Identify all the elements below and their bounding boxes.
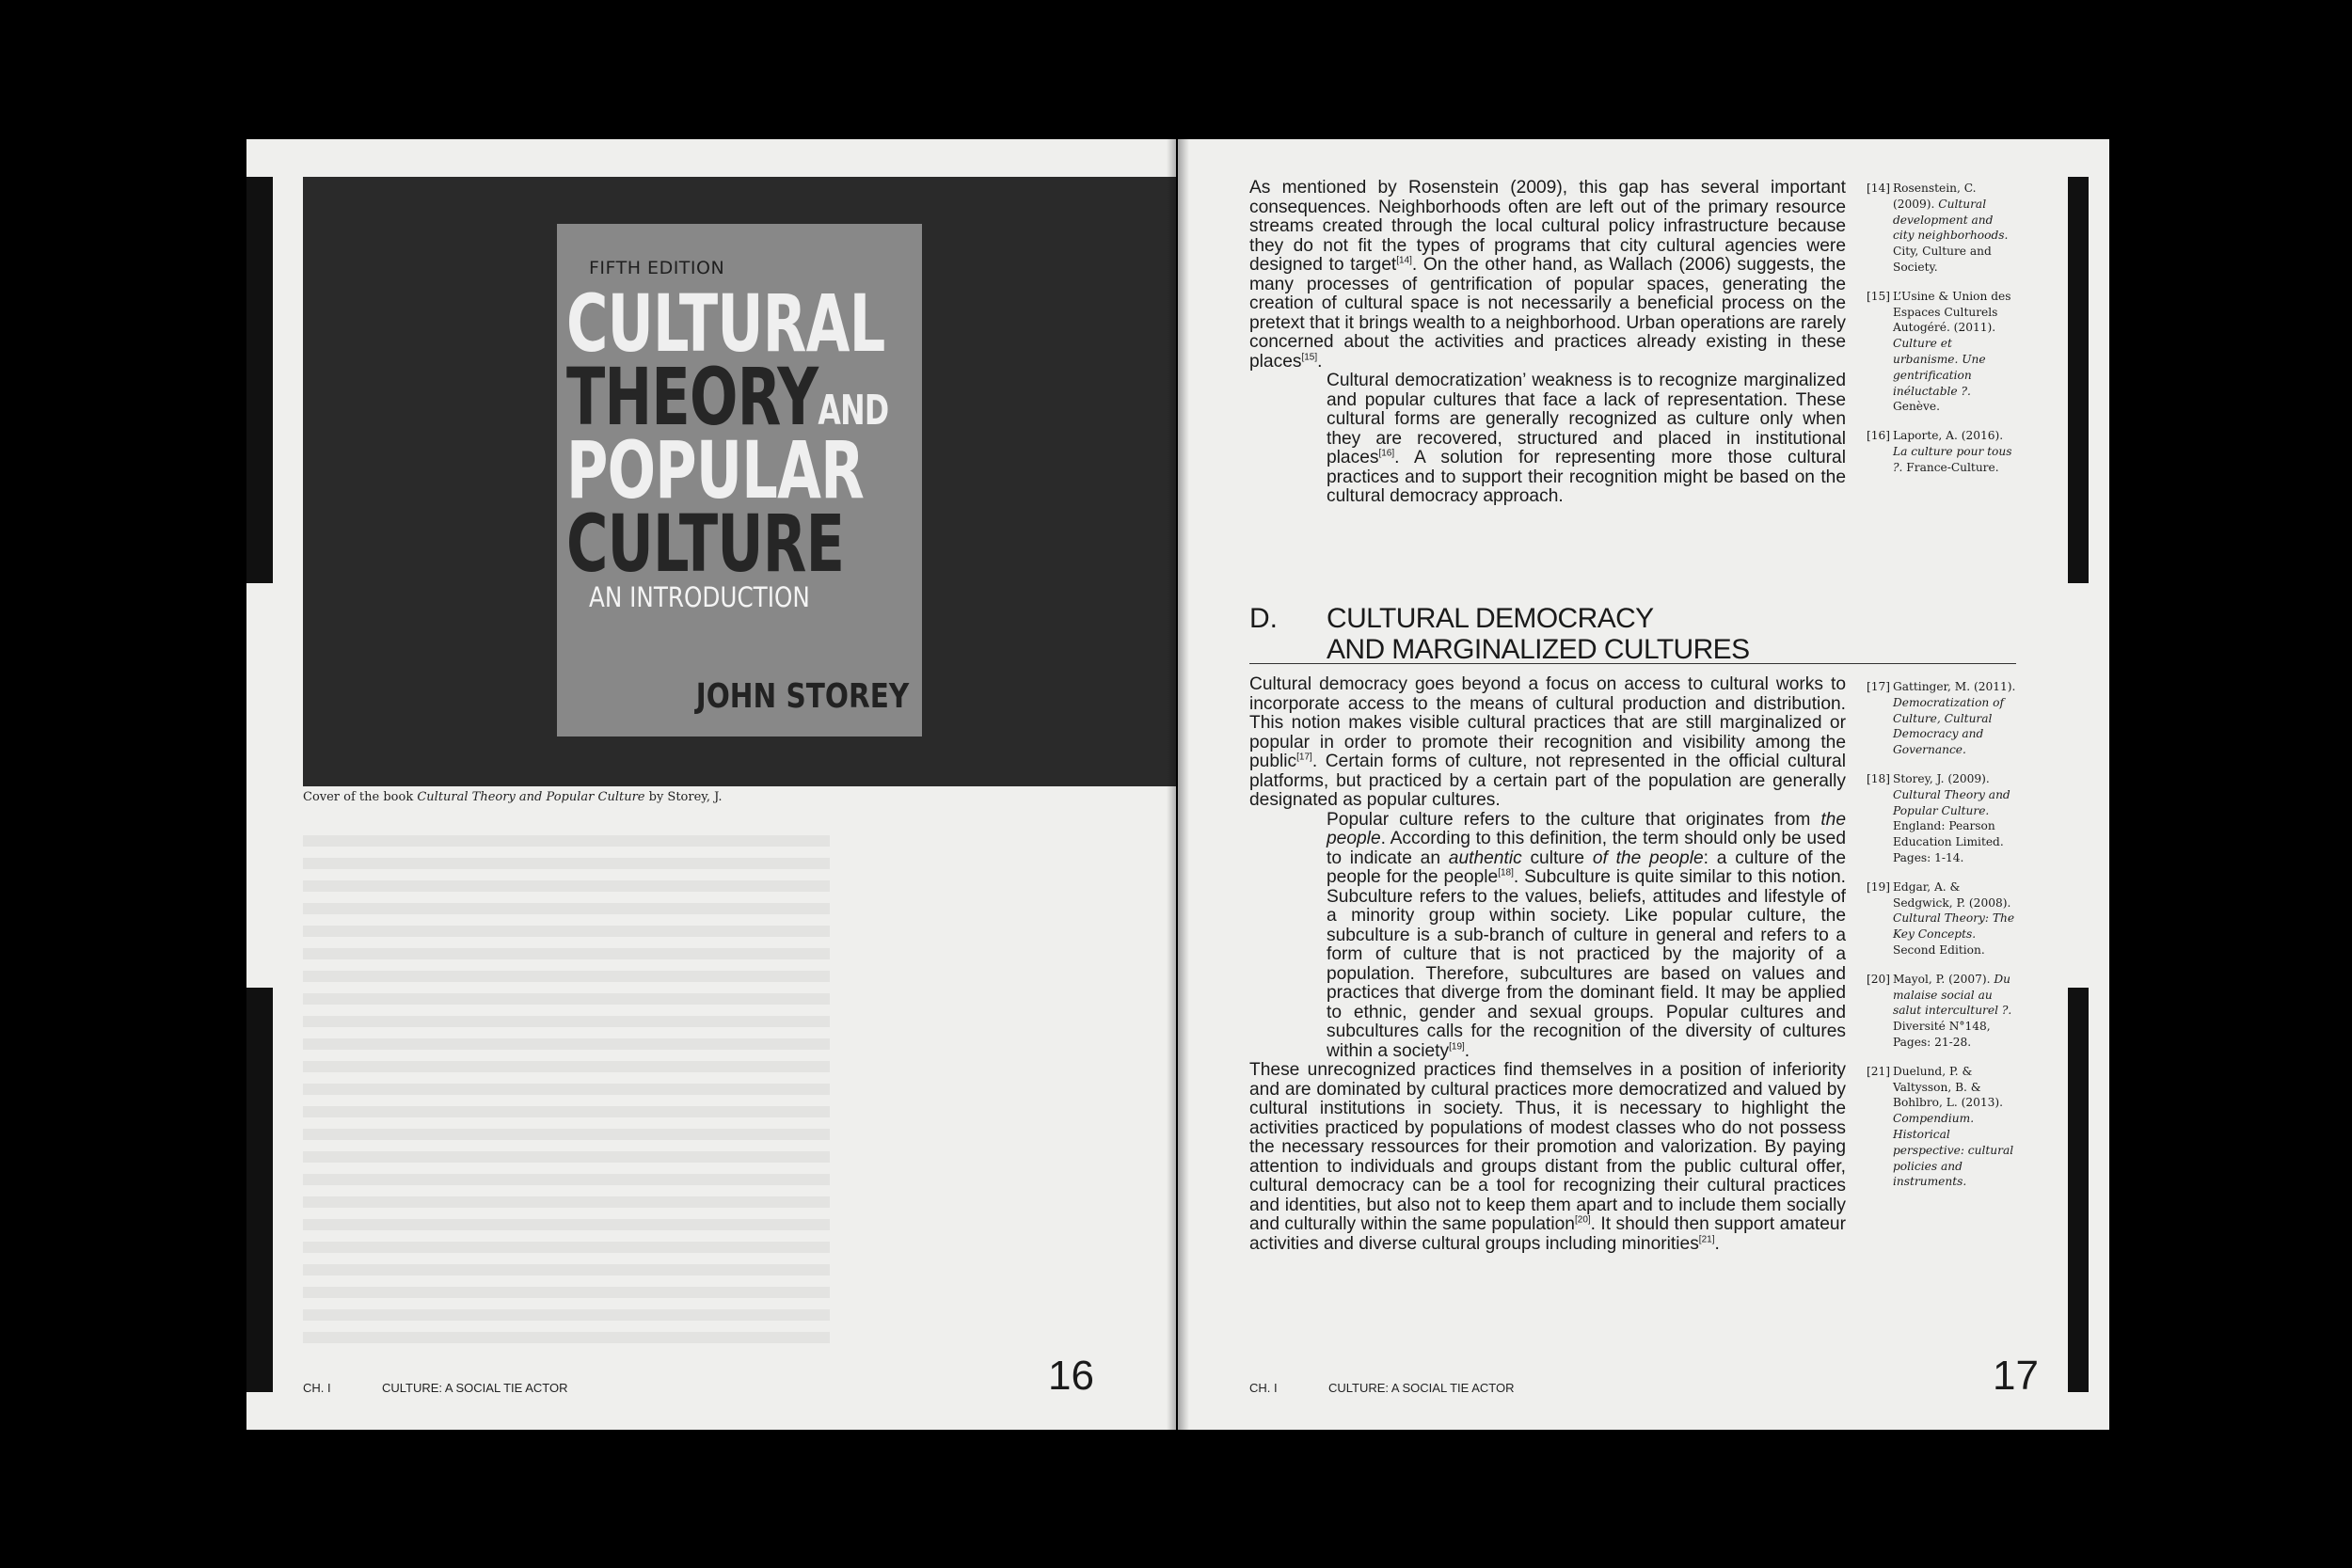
sidenote: [1867, 771, 2017, 866]
footnote-ref-18[interactable]: [18]: [1498, 867, 1514, 879]
sidenote-number: [15]: [1867, 289, 1891, 303]
cover-title-line-3: POPULAR: [566, 424, 865, 516]
sidenote-author: Duelund, P. & Valtysson, B. & Bohlbro, L. (2013).: [1893, 1064, 2003, 1110]
cover-title-word-and: AND: [818, 387, 889, 435]
sidenote-number: [18]: [1867, 771, 1891, 785]
edge-tab-left-top: [246, 177, 273, 583]
footnote-ref-15[interactable]: [15]: [1301, 352, 1318, 363]
paragraph-4-text-e: . Subculture is quite similar to this notion. Subculture refers to the values, beliefs, attitudes and lifestyle of a minority group within society. Like popular culture, the subculture is a sub-branch of culture in general and refers to a form of culture that is not practiced by the majority of a population. Therefore, subcultures are based on values and practices that diverge from the dominant field. It may be applied to ethnic, gender and sexual groups. Popular cultures and subcultures calls for the recognition of the diversity of cultures within a society: [1327, 867, 1846, 1061]
paragraph-4-text-a: Popular culture refers to the culture that originates from: [1327, 809, 1821, 830]
paragraph-4-text-d: : a culture of the people for the people: [1327, 847, 1846, 887]
sidenote-title: Democratization of Culture, Cultural Democracy and Governance.: [1893, 695, 2004, 757]
paragraph-3-text-b: . Certain forms of culture, not represented in the official cultural platforms, but practiced by a certain part of the population are generally designated as popular cultures.: [1249, 752, 1846, 810]
sidenote-text: [1893, 972, 2017, 1051]
sidenote-text: [1893, 428, 2017, 475]
sidenotes-top: [1867, 181, 2017, 489]
sidenote: [1867, 679, 2017, 758]
paragraph-4-emphasis-2: authentic: [1448, 847, 1522, 868]
paragraph-5-text-b: . It should then support amateur activities and diverse cultural groups including minorities: [1249, 1214, 1846, 1254]
sidenote: [1867, 1064, 2017, 1190]
sidenote-source: France-Culture.: [1902, 460, 1999, 474]
sidenote-title: Compendium. Historical perspective: cultural policies and instruments.: [1893, 1112, 2014, 1189]
cover-photo: [303, 177, 1176, 786]
sidenote-title: Cultural Theory and Popular Culture.: [1893, 787, 2010, 817]
right-footer-title: CULTURE: A SOCIAL TIE ACTOR: [1328, 1381, 1515, 1395]
paragraph-5: [1249, 1061, 1846, 1254]
section-title-line-2: AND MARGINALIZED CULTURES: [1327, 634, 1750, 665]
sidenote-number: [20]: [1867, 972, 1891, 986]
sidenote-text: [1893, 879, 2017, 958]
sidenote-author: Laporte, A. (2016).: [1893, 429, 2004, 443]
footnote-ref-16[interactable]: [16]: [1378, 448, 1395, 459]
caption-suffix: by Storey, J.: [644, 790, 723, 804]
caption-prefix: Cover of the book: [303, 790, 418, 804]
paragraph-2-text-a: Cultural democratization’ weakness is to recognize marginalized and popular cultures that face a lack of representation. These cultural forms are generally recognized as culture only when they are recovered, structured and placed in institutional places: [1327, 371, 1846, 467]
sidenote-title: Culture et urbanisme. Une gentrification inéluctable ?.: [1893, 337, 1986, 398]
sidenote: [1867, 181, 2017, 276]
cover-subtitle: AN INTRODUCTION: [589, 581, 810, 613]
sidenote: [1867, 428, 2017, 475]
sidenote-author: Gattinger, M. (2011).: [1893, 680, 2016, 693]
sidenote-title: Du malaise social au salut interculturel ?.: [1893, 972, 2012, 1018]
sidenote-text: [1893, 181, 2017, 276]
section-title: [1327, 603, 1750, 665]
sidenote-text: [1893, 679, 2017, 758]
edge-tab-left-bottom: [246, 988, 273, 1392]
body-text-top: [1249, 179, 1846, 507]
section-title-line-1: CULTURAL DEMOCRACY: [1327, 603, 1654, 634]
paragraph-4: [1249, 811, 1846, 1062]
paragraph-1-text-b: . On the other hand, as Wallach (2006) suggests, the many processes of gentrification of popular spaces, generating the creation of cultural space is not necessarily a beneficial process on the pretext that it brings wealth to a neighborhood. Urban operations are rarely concerned about the activities and practices already existing in these places: [1249, 255, 1846, 372]
sidenote-source: Second Edition.: [1893, 942, 1985, 957]
edge-tab-right-top: [2068, 177, 2089, 583]
footnote-ref-20[interactable]: [20]: [1574, 1214, 1591, 1226]
right-page: [1178, 139, 2109, 1430]
paragraph-3: [1249, 675, 1846, 811]
paragraph-2-text-b: . A solution for representing more those cultural practices and to support their recognition might be based on the cultural democracy approach.: [1327, 448, 1846, 506]
sidenote-author: Rosenstein, C. (2009).: [1893, 182, 1977, 211]
sidenote-text: [1893, 771, 2017, 866]
left-footer-chapter: CH. I: [303, 1381, 331, 1395]
body-text-bottom: [1249, 675, 1846, 1254]
left-footer-title: CULTURE: A SOCIAL TIE ACTOR: [382, 1381, 568, 1395]
paragraph-2: [1249, 372, 1846, 507]
sidenotes-bottom: [1867, 679, 2017, 1203]
paragraph-4-text-c: culture: [1521, 847, 1593, 868]
sidenote: [1867, 879, 2017, 958]
paragraph-5-text-c: .: [1714, 1233, 1720, 1254]
paragraph-1-text-a: As mentioned by Rosenstein (2009), this gap has several important consequences. Neighborhoods often are left out of the primary resource streams created through the local cultural policy infrastructure because they do not fit the types of programs that city cultural agencies were designed to target: [1249, 178, 1846, 275]
sidenote-number: [14]: [1867, 182, 1891, 195]
sidenote-title: Cultural Theory: The Key Concepts.: [1893, 911, 2015, 942]
cover-title-word-theory: THEORY: [566, 351, 818, 443]
sidenote-author: L’Usine & Union des Espaces Culturels Autogéré. (2011).: [1893, 289, 2011, 335]
paragraph-4-text-f: .: [1464, 1040, 1470, 1061]
cover-title-line-2: [566, 351, 889, 443]
sidenote-text: [1893, 289, 2017, 415]
paragraph-5-text-a: These unrecognized practices find themselves in a position of inferiority and are dominated by cultural practices more democratized and valued by cultural institutions in society. Thus, it is necessary to highlight the activities practiced by populations of modest classes who do not possess the necessary ressources for their promotion and valorization. By paying attention to individuals and groups distant from the public cultural offer, cultural democracy can be a tool for recognizing their cultural practices and identities, but also not to keep them apart and to include them socially and culturally within the same population: [1249, 1060, 1846, 1234]
cover-title-line-1: CULTURAL: [566, 277, 885, 370]
paragraph-1-text-c: .: [1317, 351, 1323, 372]
paragraph-4-emphasis-1: the people: [1327, 809, 1846, 848]
footnote-ref-19[interactable]: [19]: [1449, 1041, 1465, 1053]
book-cover-image: [557, 224, 922, 736]
right-footer-chapter: CH. I: [1249, 1381, 1278, 1395]
right-page-number: 17: [1993, 1353, 2039, 1399]
paragraph-3-text-a: Cultural democracy goes beyond a focus on access to cultural works to incorporate access to the means of cultural production and distribution. This notion makes visible cultural practices that are still marginalized or popular in order to promote their recognition and visibility among the public: [1249, 674, 1846, 771]
sidenote-number: [16]: [1867, 429, 1891, 443]
sidenote-source: England: Pearson Education Limited. Pages: 1-14.: [1893, 819, 2004, 864]
book-gutter: [1167, 139, 1189, 1430]
sidenote-author: Edgar, A. & Sedgwick, P. (2008).: [1893, 879, 2011, 910]
sidenote-author: Storey, J. (2009).: [1893, 771, 1990, 785]
sidenote-title: La culture pour tous ?.: [1893, 444, 2012, 474]
cover-title: [566, 277, 889, 590]
sidenote-number: [21]: [1867, 1064, 1891, 1078]
sidenote-source: City, Culture and Society.: [1893, 245, 1992, 274]
sidenote-author: Mayol, P. (2007).: [1893, 972, 1994, 986]
sidenote-source: Genève.: [1893, 400, 1940, 414]
show-through-text: [303, 835, 830, 1343]
sidenote-text: [1893, 1064, 2017, 1190]
edge-tab-right-bottom: [2068, 988, 2089, 1392]
sidenote: [1867, 289, 2017, 415]
sidenote-number: [17]: [1867, 680, 1891, 693]
paragraph-4-emphasis-3: of the people: [1592, 847, 1704, 868]
section-letter: D.: [1249, 603, 1278, 634]
footnote-ref-14[interactable]: [14]: [1396, 255, 1412, 266]
cover-edition: FIFTH EDITION: [589, 258, 725, 278]
footnote-ref-17[interactable]: [17]: [1296, 752, 1312, 763]
footnote-ref-21[interactable]: [21]: [1698, 1234, 1715, 1245]
cover-author: JOHN STOREY: [695, 677, 909, 716]
left-page-number: 16: [1048, 1353, 1094, 1399]
sidenote-title: Cultural development and city neighborhoods.: [1893, 197, 2009, 243]
left-page: [246, 139, 1176, 1430]
paragraph-4-text-b: . According to this definition, the term should only be used to indicate an: [1327, 829, 1846, 868]
sidenote: [1867, 972, 2017, 1051]
cover-title-line-4: CULTURE: [566, 498, 845, 590]
caption-book-title: Cultural Theory and Popular Culture: [417, 790, 645, 804]
sidenote-number: [19]: [1867, 879, 1891, 894]
paragraph-1: [1249, 179, 1846, 372]
sidenote-source: Diversité N°148, Pages: 21-28.: [1893, 1020, 1991, 1049]
figure-caption: [303, 790, 723, 804]
section-heading: [1249, 603, 2016, 664]
